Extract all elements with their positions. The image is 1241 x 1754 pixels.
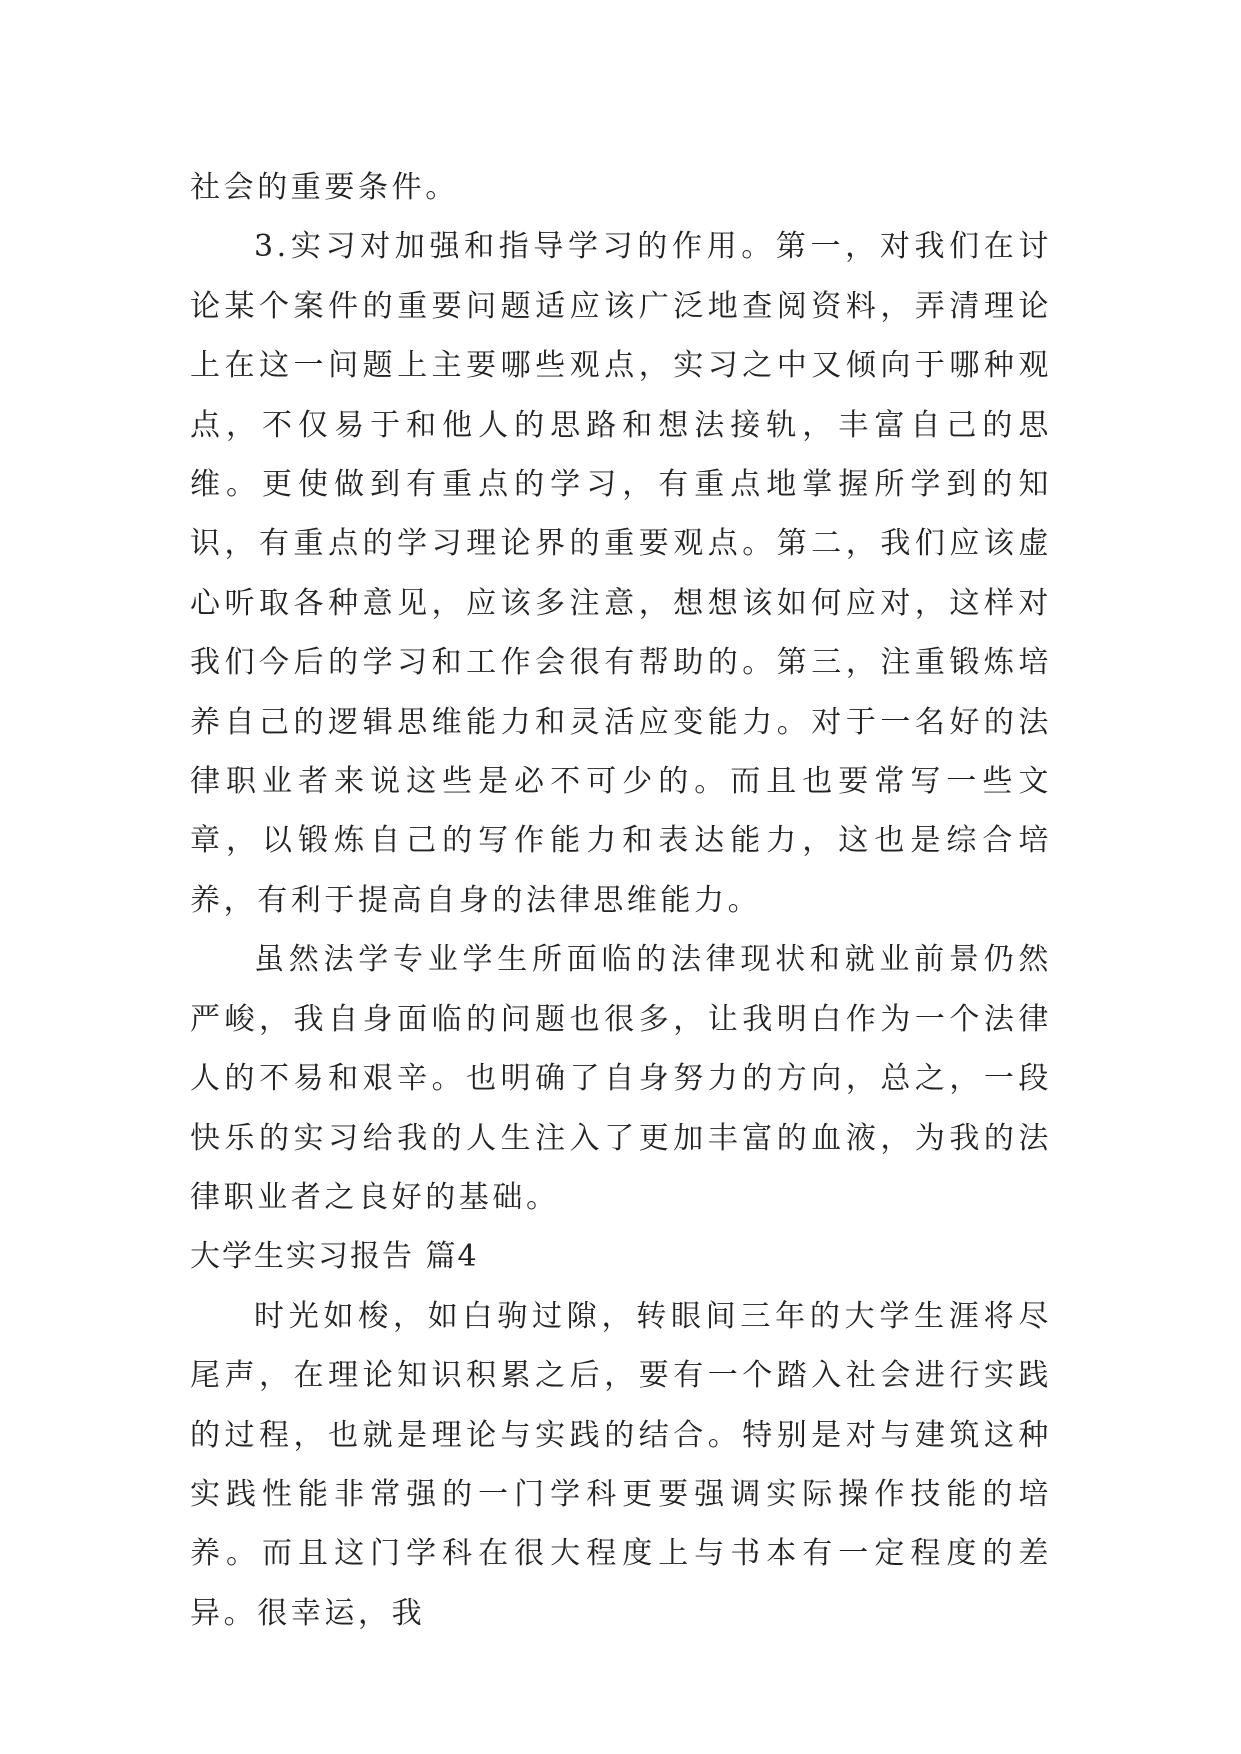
document-page <box>190 158 1052 1643</box>
paragraph-report-4-intro: 时光如梭，如白驹过隙，转眼间三年的大学生涯将尽尾声，在理论知识积累之后，要有一个踏入社会进行实践的过程，也就是理论与实践的结合。特别是对与建筑这种实践性能非常强的一门学科更要强调实际操作技能的培养。而且这门学科在很大程度上与书本有一定程度的差异。很幸运，我 <box>190 1298 1052 1631</box>
paragraph-continuation: 社会的重要条件。 <box>190 170 459 205</box>
paragraph-conclusion: 虽然法学专业学生所面临的法律现状和就业前景仍然严峻，我自身面临的问题也很多，让我明白作为一个法律人的不易和艰辛。也明确了自身努力的方向，总之，一段快乐的实习给我的人生注入了更加丰富的血液，为我的法律职业者之良好的基础。 <box>190 942 1052 1215</box>
section-heading: 大学生实习报告 篇4 <box>190 1239 479 1275</box>
paragraph-internship-effect: 3.实习对加强和指导学习的作用。第一，对我们在讨论某个案件的重要问题适应该广泛地查阅资料，弄清理论上在这一问题上主要哪些观点，实习之中又倾向于哪种观点，不仅易于和他人的思路和想法接轨，丰富自己的思维。更使做到有重点的学习，有重点地掌握所学到的知识，有重点的学习理论界的重要观点。第二，我们应该虚心听取各种意见，应该多注意，想想该如何应对，这样对我们今后的学习和工作会很有帮助的。第三，注重锻炼培养自己的逻辑思维能力和灵活应变能力。对于一名好的法律职业者来说这些是必不可少的。而且也要常写一些文章，以锻炼自己的写作能力和表达能力，这也是综合培养，有利于提高自身的法律思维能力。 <box>190 229 1052 918</box>
